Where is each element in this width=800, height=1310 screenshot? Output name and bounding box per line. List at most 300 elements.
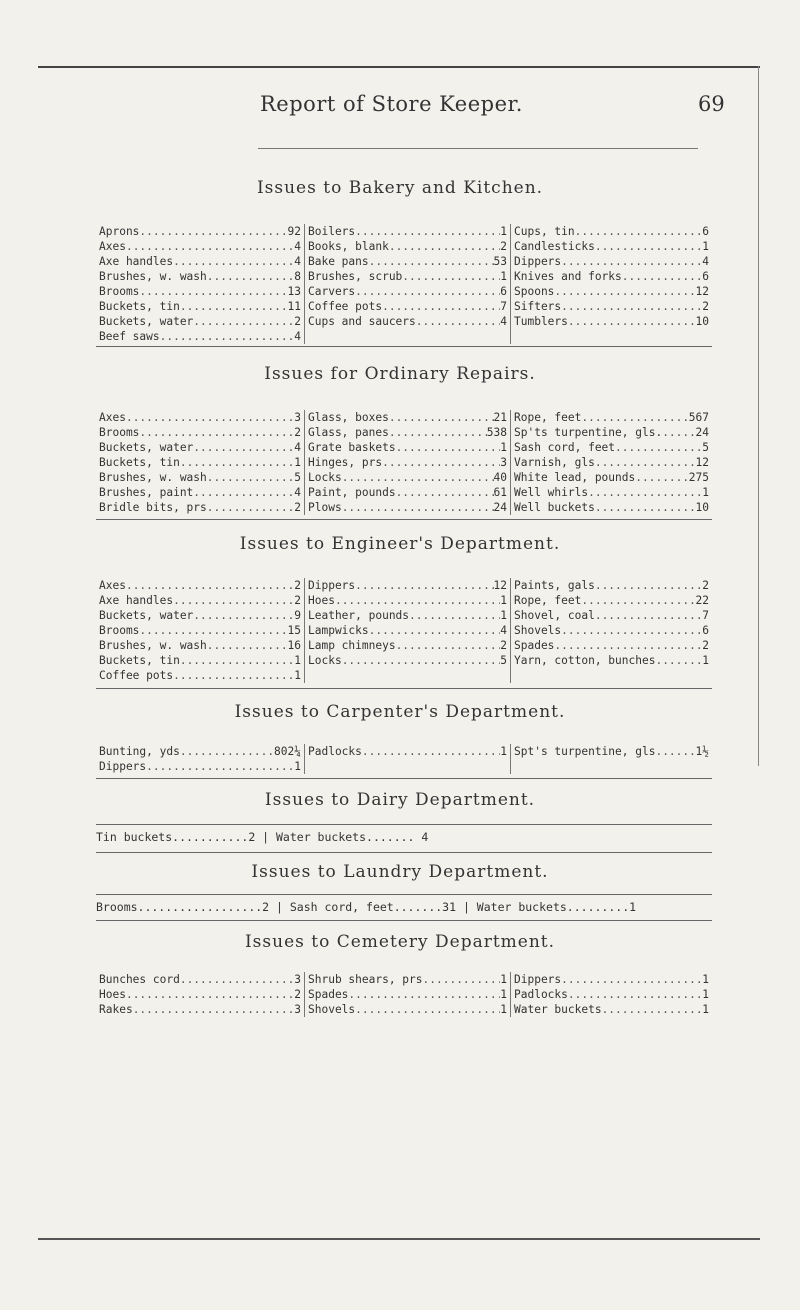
list-item (514, 440, 709, 455)
leader-dots (173, 593, 294, 608)
list-item (308, 623, 507, 638)
item-count: 3 (500, 456, 507, 469)
item-count: 10 (695, 315, 709, 328)
column (96, 224, 304, 344)
item-label: Paint, pounds (308, 486, 396, 499)
item-label: Buckets, tin (99, 300, 180, 313)
list-item (308, 410, 507, 425)
item-label: Bunches cord (99, 973, 180, 986)
list-item (514, 269, 709, 284)
item-label: Brushes, w. wash (99, 639, 207, 652)
leader-dots (655, 744, 695, 759)
item-count: 2 (294, 315, 301, 328)
leader-dots (193, 608, 294, 623)
item-count: 1 (702, 988, 709, 1001)
leader-dots (595, 578, 702, 593)
leader-dots (561, 254, 702, 269)
item-count: 1 (702, 1003, 709, 1016)
section-rule (96, 346, 712, 347)
item-count: 1 (500, 441, 507, 454)
item-label: Coffee pots (308, 300, 383, 313)
list-item (308, 500, 507, 515)
column (304, 578, 510, 683)
list-item (308, 425, 507, 440)
list-item (99, 485, 301, 500)
list-item (308, 470, 507, 485)
section-title-laundry: Issues to Laundry Department. (251, 862, 549, 882)
column (304, 224, 510, 344)
item-count: 2 (294, 988, 301, 1001)
leader-dots (180, 972, 294, 987)
item-label: Shovels (514, 624, 562, 637)
list-item (308, 638, 507, 653)
section-title-engineers: Issues to Engineer's Department. (239, 534, 561, 554)
item-count: 1 (500, 270, 507, 283)
leader-dots (389, 410, 494, 425)
item-count: 1 (702, 654, 709, 667)
item-count: 1 (500, 988, 507, 1001)
list-item (99, 593, 301, 608)
item-count: 61 (493, 486, 507, 499)
item-count: 1 (500, 745, 507, 758)
item-count: 4 (294, 240, 301, 253)
table-carpenters (96, 744, 712, 774)
leader-dots (389, 425, 487, 440)
list-item (99, 744, 301, 759)
leader-dots (396, 638, 501, 653)
list-item (308, 314, 507, 329)
list-item (99, 425, 301, 440)
leader-dots (139, 284, 287, 299)
item-count: 2 (500, 639, 507, 652)
item-label: Locks (308, 654, 342, 667)
item-count: 3 (294, 973, 301, 986)
item-label: Axe handles (99, 594, 174, 607)
item-count: 24 (695, 426, 709, 439)
item-count: 24 (493, 501, 507, 514)
list-item (514, 608, 709, 623)
leader-dots (146, 759, 294, 774)
item-count: 2 (702, 639, 709, 652)
list-item (514, 470, 709, 485)
list-item (514, 410, 709, 425)
item-count: 40 (493, 471, 507, 484)
leader-dots (396, 485, 494, 500)
item-label: Dippers (99, 760, 147, 773)
item-label: Paints, gals (514, 579, 595, 592)
list-item (99, 455, 301, 470)
item-count: 10 (695, 501, 709, 514)
list-item (308, 972, 507, 987)
list-item (514, 299, 709, 314)
item-label: Rakes (99, 1003, 133, 1016)
item-label: Locks (308, 471, 342, 484)
item-label: Bunting, yds (99, 745, 180, 758)
item-count: 6 (500, 285, 507, 298)
item-label: Shovels (308, 1003, 356, 1016)
leader-dots (595, 455, 696, 470)
list-item (514, 972, 709, 987)
leader-dots (595, 500, 696, 515)
item-label: Bake pans (308, 255, 369, 268)
leader-dots (369, 254, 494, 269)
leader-dots (554, 638, 702, 653)
list-item (99, 638, 301, 653)
leader-dots (575, 224, 703, 239)
leader-dots (126, 578, 294, 593)
item-label: Axe handles (99, 255, 174, 268)
leader-dots (139, 224, 287, 239)
leader-dots (409, 608, 500, 623)
section-title-carpenters: Issues to Carpenter's Department. (234, 702, 566, 722)
item-label: Brushes, paint (99, 486, 194, 499)
leader-dots (133, 1002, 295, 1017)
item-label: Buckets, water (99, 441, 194, 454)
leader-dots (402, 269, 500, 284)
list-item (99, 299, 301, 314)
item-label: Buckets, water (99, 315, 194, 328)
leader-dots (396, 440, 501, 455)
item-count: 4 (294, 441, 301, 454)
item-label: Sp'ts turpentine, gls. (514, 426, 663, 439)
item-count: 21 (493, 411, 507, 424)
item-label: Axes (99, 411, 126, 424)
leader-dots (139, 425, 294, 440)
item-count: 1½ (695, 745, 709, 758)
leader-dots (389, 239, 500, 254)
list-item (99, 578, 301, 593)
item-count: 4 (702, 255, 709, 268)
leader-dots (581, 593, 695, 608)
item-label: Carvers (308, 285, 356, 298)
item-label: Dippers (514, 255, 562, 268)
item-label: Brushes, w. wash (99, 270, 207, 283)
leader-dots (554, 284, 695, 299)
leader-dots (193, 314, 294, 329)
leader-dots (355, 284, 500, 299)
list-item (514, 500, 709, 515)
leader-dots (193, 485, 294, 500)
leader-dots (369, 623, 501, 638)
item-count: 1 (702, 240, 709, 253)
leader-dots (342, 653, 501, 668)
item-label: Brushes, scrub (308, 270, 403, 283)
leader-dots (615, 440, 702, 455)
section-title-dairy: Issues to Dairy Department. (264, 790, 536, 810)
leader-dots (139, 623, 287, 638)
list-item (99, 410, 301, 425)
list-item (99, 1002, 301, 1017)
list-item (514, 744, 709, 759)
item-label: Brushes, w. wash (99, 471, 207, 484)
item-label: Shrub shears, prs (308, 973, 423, 986)
list-item (308, 593, 507, 608)
item-label: Buckets, tin (99, 654, 180, 667)
list-item (514, 254, 709, 269)
section-rule (96, 824, 712, 825)
list-item (514, 455, 709, 470)
list-item (308, 578, 507, 593)
item-count: 2 (294, 594, 301, 607)
leader-dots (160, 329, 295, 344)
column (96, 972, 304, 1017)
leader-dots (180, 455, 294, 470)
item-count: 11 (287, 300, 301, 313)
item-label: Beef saws (99, 330, 160, 343)
leader-dots (595, 239, 702, 254)
leader-dots (561, 623, 702, 638)
leader-dots (207, 470, 294, 485)
list-item (308, 224, 507, 239)
item-label: Boilers (308, 225, 356, 238)
header-rule (258, 148, 698, 149)
item-count: 7 (702, 609, 709, 622)
item-count: 6 (702, 270, 709, 283)
leader-dots (382, 455, 500, 470)
list-item (308, 284, 507, 299)
section-rule (96, 920, 712, 921)
table-cemetery (96, 972, 712, 1017)
item-count: 6 (702, 225, 709, 238)
leader-dots (568, 314, 696, 329)
leader-dots (423, 972, 501, 987)
item-count: 1 (702, 486, 709, 499)
leader-dots (207, 269, 294, 284)
item-label: Cups, tin (514, 225, 575, 238)
item-count: 4 (500, 315, 507, 328)
list-item (514, 485, 709, 500)
list-item (99, 269, 301, 284)
item-label: Dippers (514, 973, 562, 986)
item-label: Padlocks (514, 988, 568, 1001)
leader-dots (588, 485, 702, 500)
item-label: Brooms (99, 426, 140, 439)
item-label: Hoes (308, 594, 335, 607)
item-count: 2 (500, 240, 507, 253)
list-item (99, 759, 301, 774)
item-count: 5 (500, 654, 507, 667)
item-count: 13 (287, 285, 301, 298)
column (510, 744, 712, 774)
item-count: 3 (294, 411, 301, 424)
list-item (308, 987, 507, 1002)
item-count: 4 (294, 330, 301, 343)
item-label: Well whirls (514, 486, 589, 499)
section-rule (96, 778, 712, 779)
item-label: Varnish, gls (514, 456, 595, 469)
item-label: Candlesticks (514, 240, 595, 253)
item-label: Axes (99, 579, 126, 592)
right-border-rule (758, 66, 759, 766)
item-count: 12 (493, 579, 507, 592)
item-label: Glass, panes (308, 426, 389, 439)
item-label: Coffee pots (99, 669, 174, 682)
table-engineers (96, 578, 712, 683)
leader-dots (355, 224, 500, 239)
leader-dots (180, 744, 274, 759)
item-label: Padlocks (308, 745, 362, 758)
leader-dots (362, 744, 500, 759)
list-item (99, 224, 301, 239)
leader-dots (355, 578, 493, 593)
item-count: 2 (702, 300, 709, 313)
item-label: Glass, boxes (308, 411, 389, 424)
item-label: Lamp chimneys (308, 639, 396, 652)
item-label: Books, blank (308, 240, 389, 253)
leader-dots (348, 987, 500, 1002)
item-count: 6 (702, 624, 709, 637)
column (510, 224, 712, 344)
column (304, 410, 510, 515)
item-count: 16 (287, 639, 301, 652)
list-item (308, 299, 507, 314)
item-label: Spades (308, 988, 349, 1001)
item-count: 15 (287, 624, 301, 637)
item-label: Dippers (308, 579, 356, 592)
list-item (514, 578, 709, 593)
list-item (99, 284, 301, 299)
list-item (308, 269, 507, 284)
item-label: Sash cord, feet (514, 441, 616, 454)
list-item (514, 653, 709, 668)
leader-dots (595, 608, 702, 623)
list-item (99, 623, 301, 638)
item-label: Rope, feet (514, 411, 582, 424)
section-rule (96, 852, 712, 853)
section-rule (96, 688, 712, 689)
item-label: Buckets, water (99, 609, 194, 622)
laundry-line: Brooms..................2 | Sash cord, feet.......31 | Water buckets.........1 (96, 900, 637, 914)
list-item (514, 623, 709, 638)
leader-dots (173, 668, 294, 683)
item-count: 3 (294, 1003, 301, 1016)
leader-dots (568, 987, 702, 1002)
leader-dots (207, 500, 294, 515)
list-item (99, 329, 301, 344)
list-item (308, 1002, 507, 1017)
top-border-rule (38, 66, 760, 68)
list-item (308, 440, 507, 455)
item-count: 1 (294, 669, 301, 682)
leader-dots (180, 653, 294, 668)
leader-dots (581, 410, 688, 425)
item-count: 2 (294, 501, 301, 514)
item-label: Spt's turpentine, gls (514, 745, 656, 758)
list-item (308, 254, 507, 269)
item-count: 538 (486, 426, 507, 439)
leader-dots (355, 1002, 500, 1017)
item-count: 22 (695, 594, 709, 607)
bottom-border-rule (38, 1238, 760, 1240)
leader-dots (193, 440, 294, 455)
list-item (514, 239, 709, 254)
leader-dots (126, 410, 294, 425)
item-label: Spoons (514, 285, 555, 298)
column (510, 578, 712, 683)
leader-dots (662, 425, 695, 440)
item-count: 2 (702, 579, 709, 592)
item-count: 275 (688, 471, 709, 484)
item-label: Water buckets (514, 1003, 602, 1016)
leader-dots (173, 254, 294, 269)
item-label: Brooms (99, 285, 140, 298)
item-count: 1 (500, 594, 507, 607)
item-label: Well buckets (514, 501, 595, 514)
item-label: Plows (308, 501, 342, 514)
section-title-cemetery: Issues to Cemetery Department. (244, 932, 556, 952)
item-count: 1 (702, 973, 709, 986)
list-item (514, 224, 709, 239)
leader-dots (655, 653, 702, 668)
item-count: 7 (500, 300, 507, 313)
item-count: 802¼ (274, 745, 301, 758)
list-item (99, 239, 301, 254)
item-label: Axes (99, 240, 126, 253)
item-label: Bridle bits, prs (99, 501, 207, 514)
list-item (99, 440, 301, 455)
list-item (99, 470, 301, 485)
list-item (308, 744, 507, 759)
column (304, 972, 510, 1017)
item-label: Sifters (514, 300, 562, 313)
leader-dots (126, 987, 294, 1002)
table-bakery-kitchen (96, 224, 712, 344)
list-item (99, 608, 301, 623)
item-label: Spades (514, 639, 555, 652)
list-item (514, 638, 709, 653)
item-count: 1 (294, 760, 301, 773)
item-label: Lampwicks (308, 624, 369, 637)
item-label: Brooms (99, 624, 140, 637)
leader-dots (561, 972, 702, 987)
leader-dots (622, 269, 702, 284)
section-title-ordinary-repairs: Issues for Ordinary Repairs. (264, 364, 536, 384)
item-count: 53 (493, 255, 507, 268)
list-item (99, 972, 301, 987)
item-label: Knives and forks (514, 270, 622, 283)
column (510, 410, 712, 515)
list-item (99, 668, 301, 683)
item-count: 9 (294, 609, 301, 622)
item-count: 5 (294, 471, 301, 484)
item-label: Leather, pounds (308, 609, 410, 622)
item-count: 1 (294, 456, 301, 469)
item-count: 12 (695, 456, 709, 469)
leader-dots (382, 299, 500, 314)
running-head: Report of Store Keeper. (260, 92, 523, 116)
item-count: 1 (500, 1003, 507, 1016)
list-item (99, 500, 301, 515)
list-item (99, 653, 301, 668)
list-item (514, 314, 709, 329)
column (96, 410, 304, 515)
item-label: Rope, feet (514, 594, 582, 607)
list-item (514, 987, 709, 1002)
leader-dots (342, 470, 494, 485)
list-item (308, 239, 507, 254)
item-count: 1 (294, 654, 301, 667)
column (96, 744, 304, 774)
item-count: 2 (294, 426, 301, 439)
item-label: Aprons (99, 225, 140, 238)
item-count: 8 (294, 270, 301, 283)
list-item (514, 1002, 709, 1017)
column (96, 578, 304, 683)
list-item (308, 608, 507, 623)
item-label: White lead, pounds (514, 471, 636, 484)
item-label: Buckets, tin (99, 456, 180, 469)
leader-dots (335, 593, 500, 608)
